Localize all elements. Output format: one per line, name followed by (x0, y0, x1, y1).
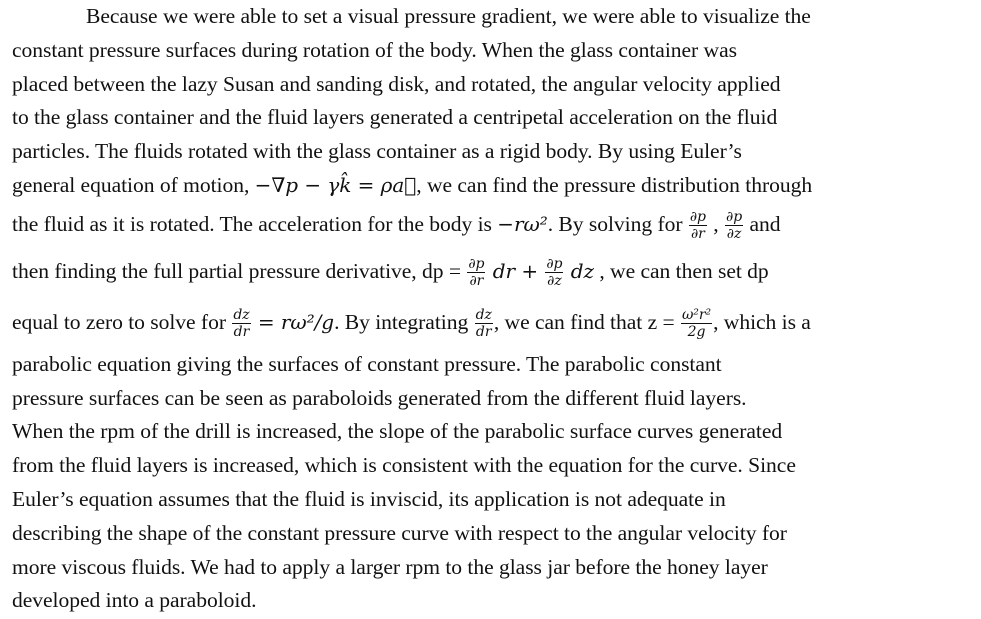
fraction-denominator: dr (233, 324, 250, 341)
text-line-14: Euler’s equation assumes that the fluid is inviscid, its application is not adequate in (12, 486, 726, 511)
euler-equation: −∇p − γk̂ = ρa⃗ (254, 172, 417, 197)
fraction-dz-dr (232, 308, 250, 339)
text-line-1: Because we were able to set a visual pressure gradient, we were able to visualize the (86, 4, 811, 28)
fraction-denominator: ∂r (690, 226, 705, 243)
text-line-12: When the rpm of the drill is increased, the slope of the parabolic surface curves generated (12, 419, 783, 444)
fraction-dp-dr (689, 210, 707, 241)
fraction-denominator: 2g (687, 324, 706, 341)
text-line-6 (12, 169, 974, 203)
math-segment: dr + (486, 258, 545, 283)
text-line-7 (12, 203, 974, 246)
fraction-dz-dr (475, 308, 493, 339)
fraction-denominator: dr (475, 324, 492, 341)
fraction-dp-dr (467, 257, 485, 288)
text-segment: and (744, 211, 781, 236)
text-segment: the fluid as it is rotated. The acceleration for the body is (12, 211, 498, 236)
text-line-15: describing the shape of the constant pressure curve with respect to the angular velocity for (12, 520, 787, 545)
fraction-numerator: dz (475, 307, 492, 324)
text-segment: , (707, 211, 724, 236)
text-line-13: from the fluid layers is increased, which is consistent with the equation for the curve. Since (12, 453, 796, 478)
fraction-omega-r-over-2g (681, 308, 712, 339)
text-line-4: to the glass container and the fluid layers generated a centripetal acceleration on the fluid (12, 105, 778, 130)
fraction-numerator: ω²r² (681, 307, 712, 324)
fraction-numerator: ∂p (726, 209, 743, 226)
fraction-denominator: ∂r (469, 273, 484, 290)
text-segment: , we can then set dp (594, 258, 769, 283)
fraction-numerator: dz (233, 307, 250, 324)
text-segment: equal to zero to solve for (12, 309, 232, 334)
fraction-dp-dz (725, 210, 743, 241)
text-line-17: developed into a paraboloid. (12, 588, 257, 613)
text-line-3: placed between the lazy Susan and sanding disk, and rotated, the angular velocity applied (12, 71, 781, 96)
acceleration-expression: −rω² (497, 211, 548, 236)
text-segment: , we can find the pressure distribution through (416, 172, 813, 197)
fraction-numerator: ∂p (468, 256, 485, 273)
fraction-numerator: ∂p (689, 209, 706, 226)
math-segment: = rω²/g (251, 309, 335, 334)
text-line-16: more viscous fluids. We had to apply a larger rpm to the glass jar before the honey layer (12, 554, 768, 579)
fraction-denominator: ∂z (726, 226, 742, 243)
text-line-5: particles. The fluids rotated with the glass container as a rigid body. By using Euler’s (12, 139, 742, 164)
fraction-numerator: ∂p (546, 256, 563, 273)
text-segment: , which is a (713, 309, 811, 334)
text-line-9 (12, 296, 974, 348)
text-segment: . By integrating (334, 309, 474, 334)
document-body (12, 0, 974, 618)
text-segment: , we can find that z = (493, 309, 680, 334)
text-line-11: pressure surfaces can be seen as paraboloids generated from the different fluid layers. (12, 385, 747, 410)
math-segment: dz (564, 258, 595, 283)
text-line-8 (12, 246, 974, 296)
text-segment: general equation of motion, (12, 172, 255, 197)
text-line-2: constant pressure surfaces during rotation of the body. When the glass container was (12, 37, 737, 62)
text-segment: then finding the full partial pressure derivative, dp = (12, 258, 467, 283)
fraction-denominator: ∂z (547, 273, 562, 290)
text-line-10: parabolic equation giving the surfaces of constant pressure. The parabolic constant (12, 351, 722, 376)
fraction-dp-dz (545, 257, 563, 288)
text-segment: . By solving for (547, 211, 688, 236)
